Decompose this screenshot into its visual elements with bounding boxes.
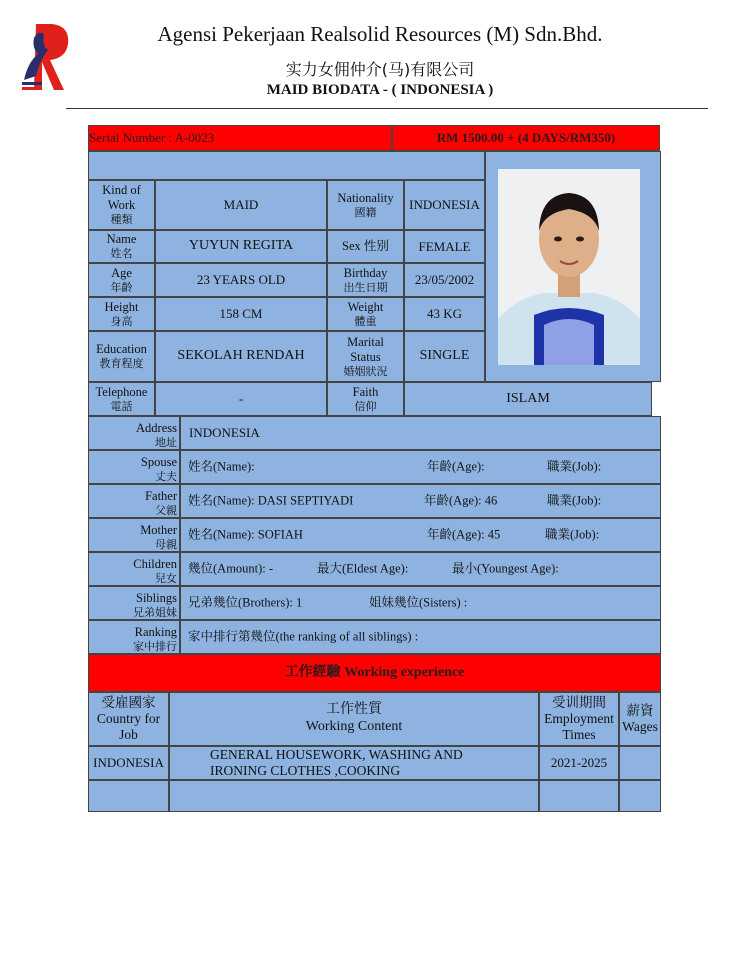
- spouse-name: 姓名(Name):: [188, 459, 255, 474]
- father-age: 年齡(Age): 46: [424, 493, 498, 508]
- exp-row-country: INDONESIA: [88, 746, 169, 780]
- col-country-header: 受雇國家 Country for Job: [88, 692, 169, 746]
- exp-row-times: [539, 780, 619, 812]
- mother-job: 職業(Job):: [545, 527, 600, 542]
- siblings-sisters: 姐妹幾位(Sisters) :: [369, 595, 468, 610]
- exp-row-wages: [619, 746, 661, 780]
- nationality-value: INDONESIA: [404, 180, 485, 230]
- exp-row-content: [169, 780, 539, 812]
- document-title: MAID BIODATA - ( INDONESIA ): [266, 82, 494, 98]
- father-name: 姓名(Name): DASI SEPTIYADI: [188, 493, 354, 508]
- weight-label: Weight 體重: [327, 297, 404, 331]
- serial-number: Serial Number : A-0023: [88, 125, 392, 151]
- telephone-value: -: [155, 382, 327, 416]
- spouse-row: [180, 450, 661, 484]
- faith-value: ISLAM: [404, 382, 652, 416]
- name-label: Name 姓名: [88, 230, 155, 263]
- height-label: Height 身高: [88, 297, 155, 331]
- siblings-label: Siblings 兄弟姐妹: [88, 586, 180, 620]
- children-row: [180, 552, 661, 586]
- ranking-row: [180, 620, 661, 654]
- company-logo: [18, 20, 74, 94]
- weight-value: 43 KG: [404, 297, 485, 331]
- exp-row-country: [88, 780, 169, 812]
- ranking-label: Ranking 家中排行: [88, 620, 180, 654]
- working-experience-title: 工作經驗 Working experience: [88, 654, 661, 692]
- education-value: SEKOLAH RENDAH: [155, 331, 327, 382]
- spouse-job: 職業(Job):: [547, 459, 602, 474]
- father-row: [180, 484, 661, 518]
- telephone-label: Telephone 電話: [88, 382, 155, 416]
- siblings-row: [180, 586, 661, 620]
- col-wages-header: 薪資 Wages: [619, 692, 661, 746]
- mother-name: 姓名(Name): SOFIAH: [188, 527, 303, 542]
- sex-label: Sex 性别: [327, 230, 404, 263]
- education-label: Education 教育程度: [88, 331, 155, 382]
- mother-label: Mother 母親: [88, 518, 180, 552]
- spouse-label: Spouse 丈夫: [88, 450, 180, 484]
- age-label: Age 年齡: [88, 263, 155, 297]
- col-times-header: 受训期間 Employment Times: [539, 692, 619, 746]
- exp-row-times: 2021-2025: [539, 746, 619, 780]
- father-job: 職業(Job):: [547, 493, 602, 508]
- ranking-text: 家中排行第幾位(the ranking of all siblings) :: [188, 629, 419, 644]
- maid-photo: [498, 169, 640, 365]
- nationality-label: Nationality 國籍: [327, 180, 404, 230]
- faith-label: Faith 信仰: [327, 382, 404, 416]
- exp-row-content: GENERAL HOUSEWORK, WASHING AND IRONING CLOTHES ,COOKING: [169, 746, 539, 780]
- photo-frame: [485, 151, 661, 382]
- mother-age: 年齡(Age): 45: [427, 527, 501, 542]
- blank-strip: [88, 151, 485, 180]
- marital-status-label: Marital Status 婚姻狀況: [327, 331, 404, 382]
- logo-icon: [18, 20, 74, 94]
- spouse-age: 年齡(Age):: [427, 459, 485, 474]
- children-youngest: 最小(Youngest Age):: [452, 561, 559, 576]
- children-eldest: 最大(Eldest Age):: [317, 561, 409, 576]
- name-value: YUYUN REGITA: [155, 230, 327, 263]
- age-value: 23 YEARS OLD: [155, 263, 327, 297]
- sex-value: FEMALE: [404, 230, 485, 263]
- kind-of-work-value: MAID: [155, 180, 327, 230]
- children-label: Children 兒女: [88, 552, 180, 586]
- col-content-header: 工作性質 Working Content: [169, 692, 539, 746]
- company-chinese-name: 实力女佣仲介(马)有限公司: [285, 60, 475, 79]
- birthday-label: Birthday 出生日期: [327, 263, 404, 297]
- mother-row: [180, 518, 661, 552]
- address-label: Address 地址: [88, 416, 180, 450]
- address-value: INDONESIA: [180, 416, 661, 450]
- birthday-value: 23/05/2002: [404, 263, 485, 297]
- exp-row-wages: [619, 780, 661, 812]
- marital-status-value: SINGLE: [404, 331, 485, 382]
- kind-of-work-label: Kind of Work 種類: [88, 180, 155, 230]
- siblings-brothers: 兄弟幾位(Brothers): 1: [188, 595, 303, 610]
- price-label: RM 1500.00 + (4 DAYS/RM350): [392, 125, 660, 151]
- father-label: Father 父親: [88, 484, 180, 518]
- header-divider: [66, 108, 708, 109]
- children-amount: 幾位(Amount): -: [188, 561, 274, 576]
- company-name: Agensi Pekerjaan Realsolid Resources (M) Sdn.Bhd.: [157, 22, 603, 46]
- height-value: 158 CM: [155, 297, 327, 331]
